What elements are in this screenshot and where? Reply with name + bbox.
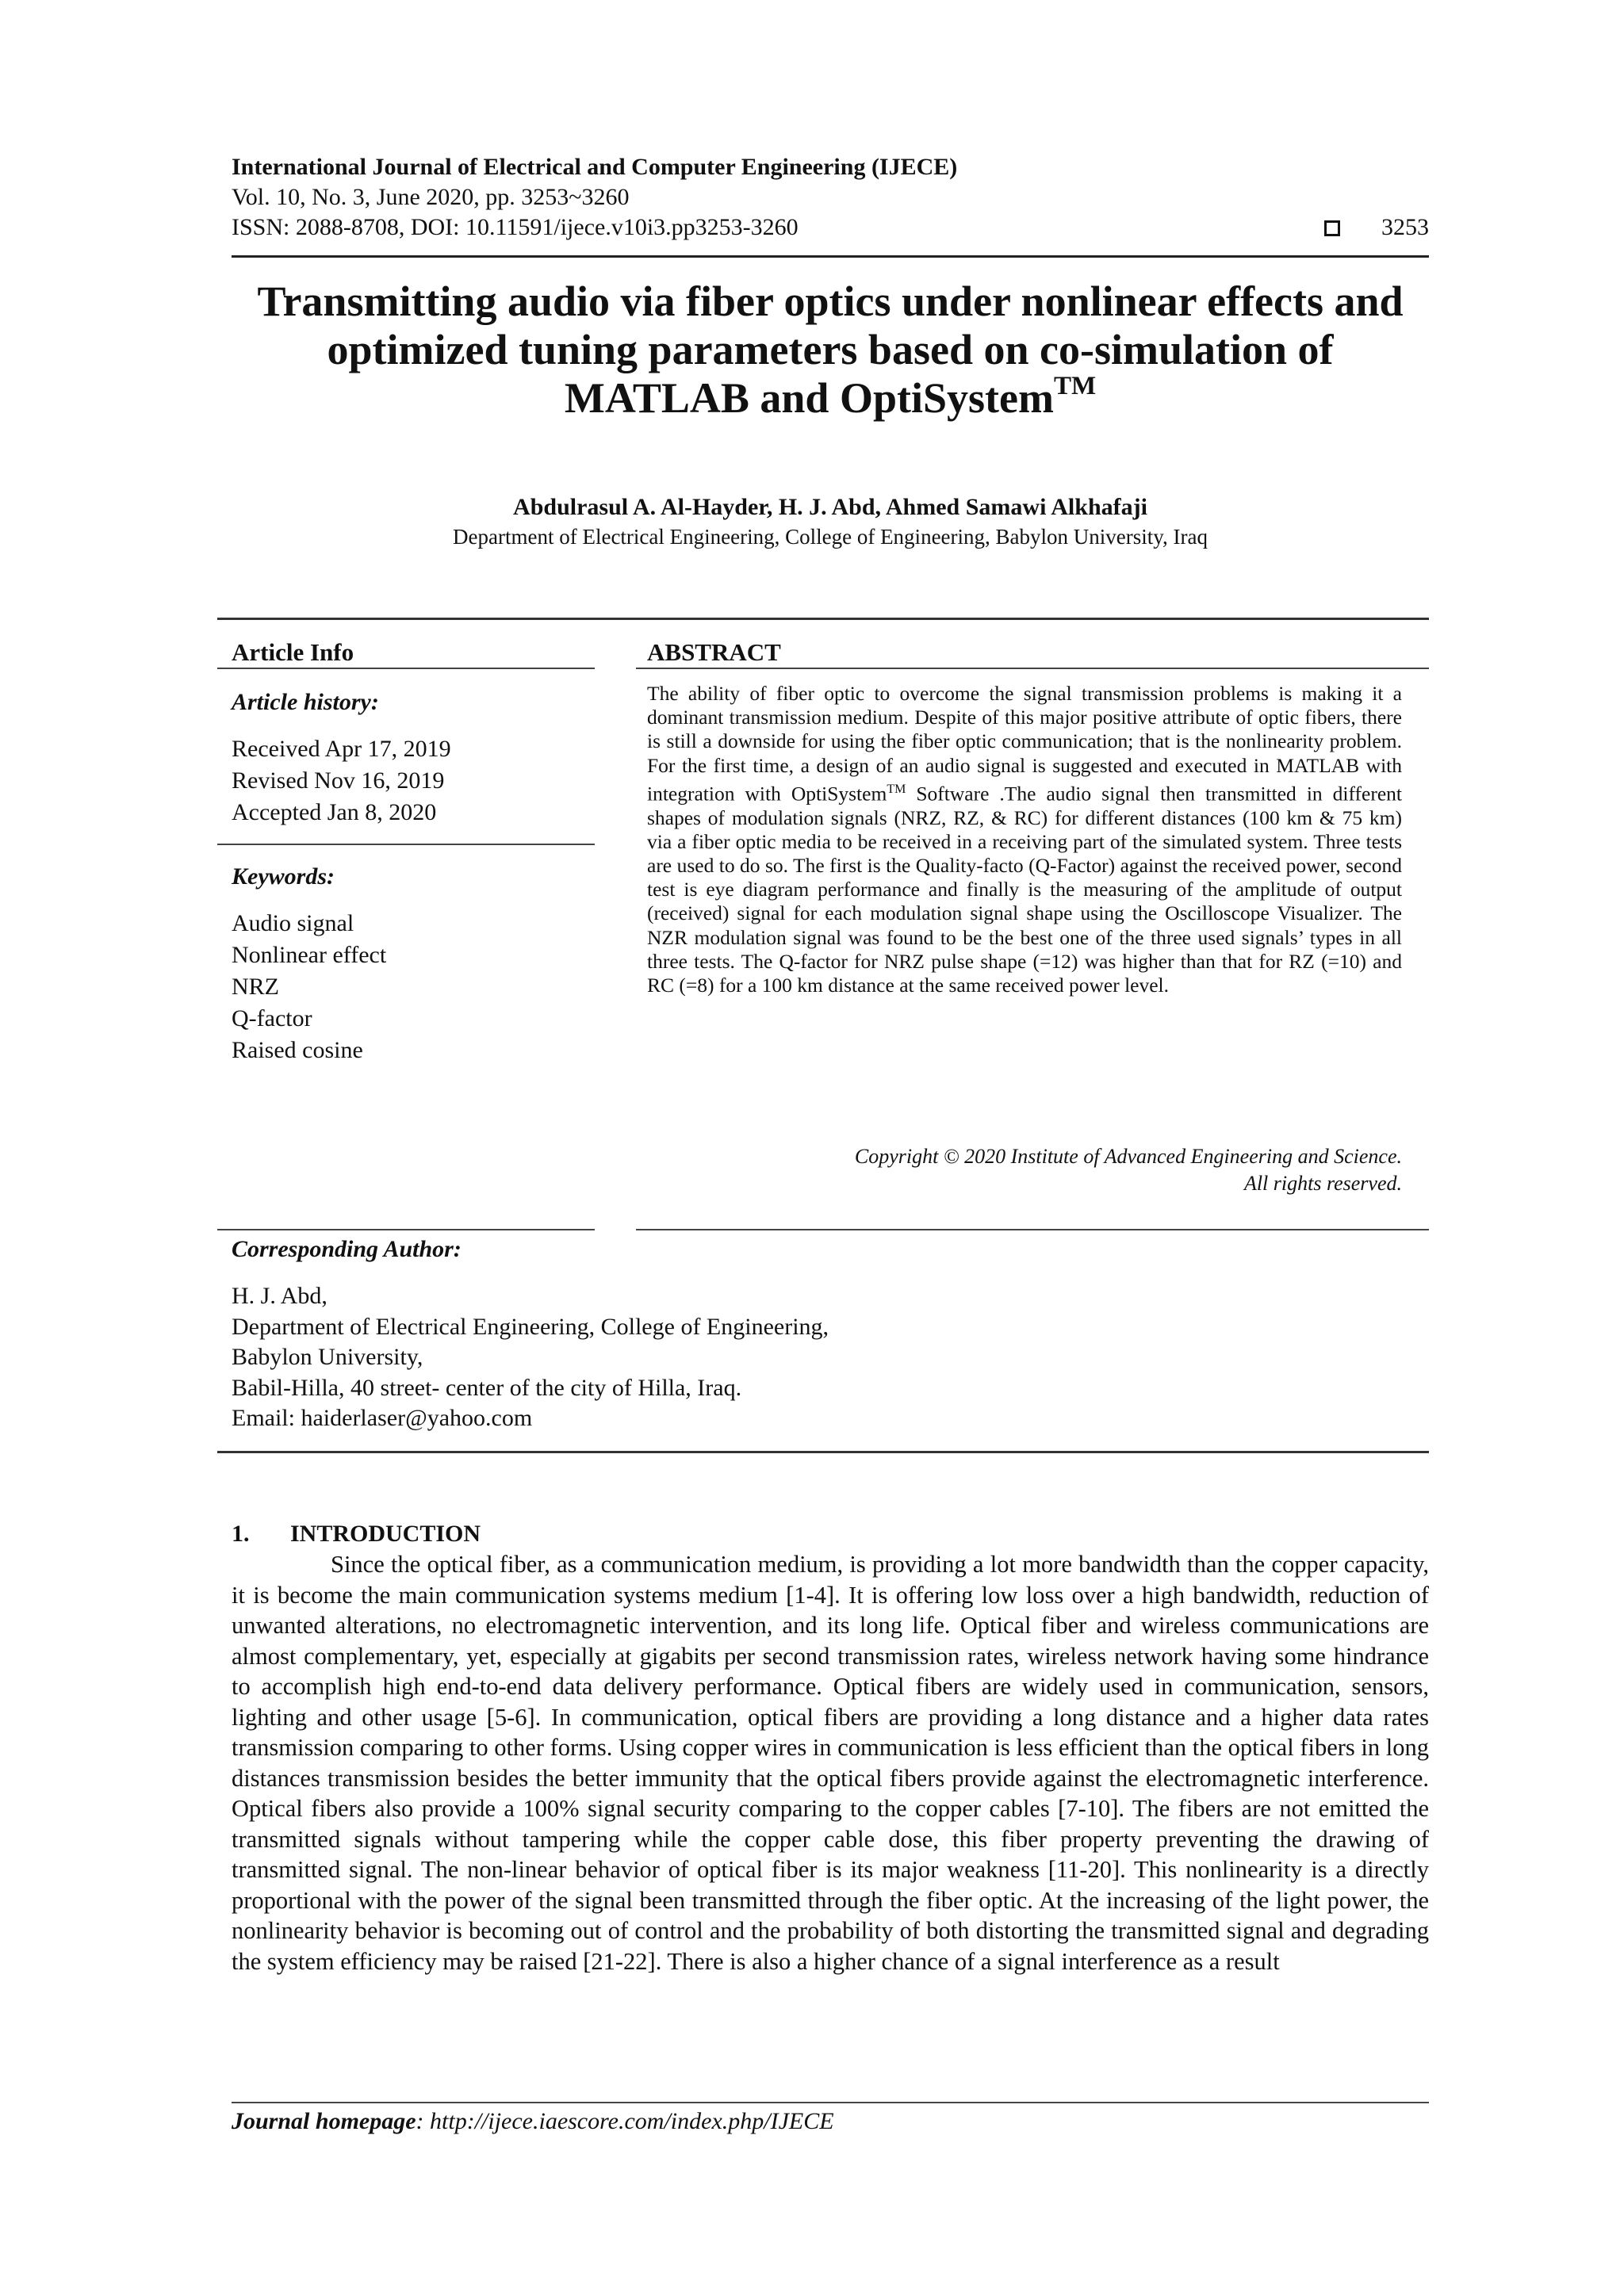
page-number-group — [1324, 212, 1429, 243]
article-info-heading: Article Info — [232, 638, 354, 666]
title-line-2: optimized tuning parameters based on co-simulation of — [327, 326, 1334, 373]
corresponding-address: Babil-Hilla, 40 street- center of the city of Hilla, Iraq. — [232, 1374, 742, 1401]
info-bottom-rule-left — [217, 1229, 595, 1230]
trademark: TM — [1053, 372, 1097, 400]
square-box-icon — [1324, 220, 1340, 236]
keyword-item: NRZ — [232, 974, 279, 1000]
page-number: 3253 — [1381, 214, 1429, 240]
history-revised: Revised Nov 16, 2019 — [232, 767, 445, 794]
volume-line: Vol. 10, No. 3, June 2020, pp. 3253~3260 — [232, 184, 630, 210]
history-accepted: Accepted Jan 8, 2020 — [232, 799, 437, 825]
title-line-3-text: MATLAB and OptiSystem — [564, 374, 1054, 422]
abstract-text-part-1: The ability of fiber optic to overcome the signal transmission problems is making it a dominant transmission medium. Despite of this major positive attribute of optic fibers, there is still a downside for using the fiber optic communication; that is the nonlinearity problem. For the first time, a design of an audio signal is suggested and executed in MATLAB with integration with OptiSystem — [647, 682, 1402, 806]
issn-doi: ISSN: 2088-8708, DOI: 10.11591/ijece.v10i3.pp3253-3260 — [232, 214, 799, 240]
info-bottom-rule-right — [636, 1229, 1429, 1230]
running-header — [232, 152, 1429, 243]
title-line-3 — [206, 374, 1454, 423]
header-rule — [232, 255, 1429, 258]
info-top-rule — [217, 618, 1429, 620]
section-heading: INTRODUCTION — [290, 1521, 481, 1547]
homepage-separator: : — [416, 2108, 431, 2134]
corresponding-bottom-rule — [217, 1451, 1429, 1453]
corresponding-heading: Corresponding Author: — [232, 1236, 462, 1262]
copyright-notice — [647, 1143, 1402, 1197]
affiliation: Department of Electrical Engineering, College of Engineering, Babylon University, Iraq — [453, 525, 1208, 549]
history-keywords-rule — [217, 844, 595, 845]
homepage-link[interactable]: http://ijece.iaescore.com/index.php/IJECE — [430, 2108, 834, 2134]
corresponding-name: H. J. Abd, — [232, 1283, 327, 1309]
intro-paragraph: Since the optical fiber, as a communication medium, is providing a lot more bandwidth than the copper capacity, it is become the main communication systems medium [1-4]. It is offering low loss over a high bandwidth, reduction of unwanted alterations, no electromagnetic intervention, and its long life. Optical fiber and wireless communications are almost complementary, yet, especially at gigabits per second transmission rates, wireless network having some hindrance to accomplish high end-to-end data delivery performance. Optical fibers are widely used in communication, sensors, lighting and other usage [5-6]. In communication, optical fibers are providing a long distance and a higher data rates transmission comparing to other forms. Using copper wires in communication is less efficient than the optical fibers in long distances transmission besides the better immunity that the optical fibers provide against the electromagnetic interference. Optical fibers also provide a 100% signal security comparing to the copper cables [7-10]. The fibers are not emitted the transmitted signals without tampering while the copper cable dose, this fiber property preventing the drawing of transmitted signal. The non-linear behavior of optical fiber is its major weakness [11-20]. This nonlinearity is a directly proportional with the power of the signal been transmitted through the fiber optic. At the increasing of the light power, the nonlinearity behavior is becoming out of control and the probability of both distorting the transmitted signal and degrading the system efficiency may be raised [21-22]. There is also a higher chance of a signal interference as a result — [232, 1551, 1429, 1975]
abstract-text-part-2: Software .The audio signal then transmitted in different shapes of modulation signals (NRZ, RZ, & RC) for different distances (100 km & 75 km) via a fiber optic media to be received in a receiving part of the simulated system. Three tests are used to do so. The first is the Quality-facto (Q-Factor) against the received power, second test is eye diagram performance and finally is the measuring of the amplitude of output (received) signal for each modulation signal shape using the Oscilloscope Visualizer. The NZR modulation signal was found to be the best one of the three used signals’ types in all three tests. The Q-factor for NRZ pulse shape (=12) was higher than that for RZ (=10) and RC (=8) for a 100 km distance at the same received power level. — [647, 782, 1403, 997]
abstract-heading: ABSTRACT — [647, 638, 781, 666]
corresponding-university: Babylon University, — [232, 1344, 423, 1370]
keyword-item: Audio signal — [232, 910, 354, 936]
keywords-heading: Keywords: — [232, 863, 335, 890]
history-received: Received Apr 17, 2019 — [232, 736, 451, 762]
title-line-1: Transmitting audio via fiber optics under nonlinear effects and — [257, 277, 1404, 325]
copyright-line-1: Copyright © 2020 Institute of Advanced Engineering and Science. — [854, 1145, 1402, 1168]
homepage-label: Journal homepage — [232, 2108, 416, 2134]
keyword-item: Raised cosine — [232, 1037, 363, 1063]
history-list — [232, 733, 451, 828]
author-list: Abdulrasul A. Al-Hayder, H. J. Abd, Ahmed Samawi Alkhafaji — [513, 494, 1147, 520]
abstract-rule — [636, 668, 1429, 669]
corresponding-department: Department of Electrical Engineering, College of Engineering, — [232, 1313, 829, 1340]
copyright-line-2: All rights reserved. — [1243, 1172, 1402, 1195]
corresponding-details — [232, 1281, 829, 1434]
issn-row — [232, 212, 1429, 243]
paper-title — [206, 277, 1454, 423]
journal-name: International Journal of Electrical and Computer Engineering (IJECE) — [232, 154, 958, 180]
footer-rule — [232, 2102, 1429, 2103]
journal-homepage — [232, 2107, 1429, 2137]
abstract-trademark: TM — [887, 782, 906, 796]
section-number: 1. — [232, 1521, 250, 1547]
history-heading: Article history: — [232, 689, 379, 715]
keywords-list — [232, 908, 386, 1066]
corresponding-email: Email: haiderlaser@yahoo.com — [232, 1405, 533, 1431]
keyword-item: Q-factor — [232, 1005, 312, 1031]
keyword-item: Nonlinear effect — [232, 942, 387, 968]
abstract-text — [647, 682, 1402, 997]
article-info-rule — [217, 668, 595, 669]
